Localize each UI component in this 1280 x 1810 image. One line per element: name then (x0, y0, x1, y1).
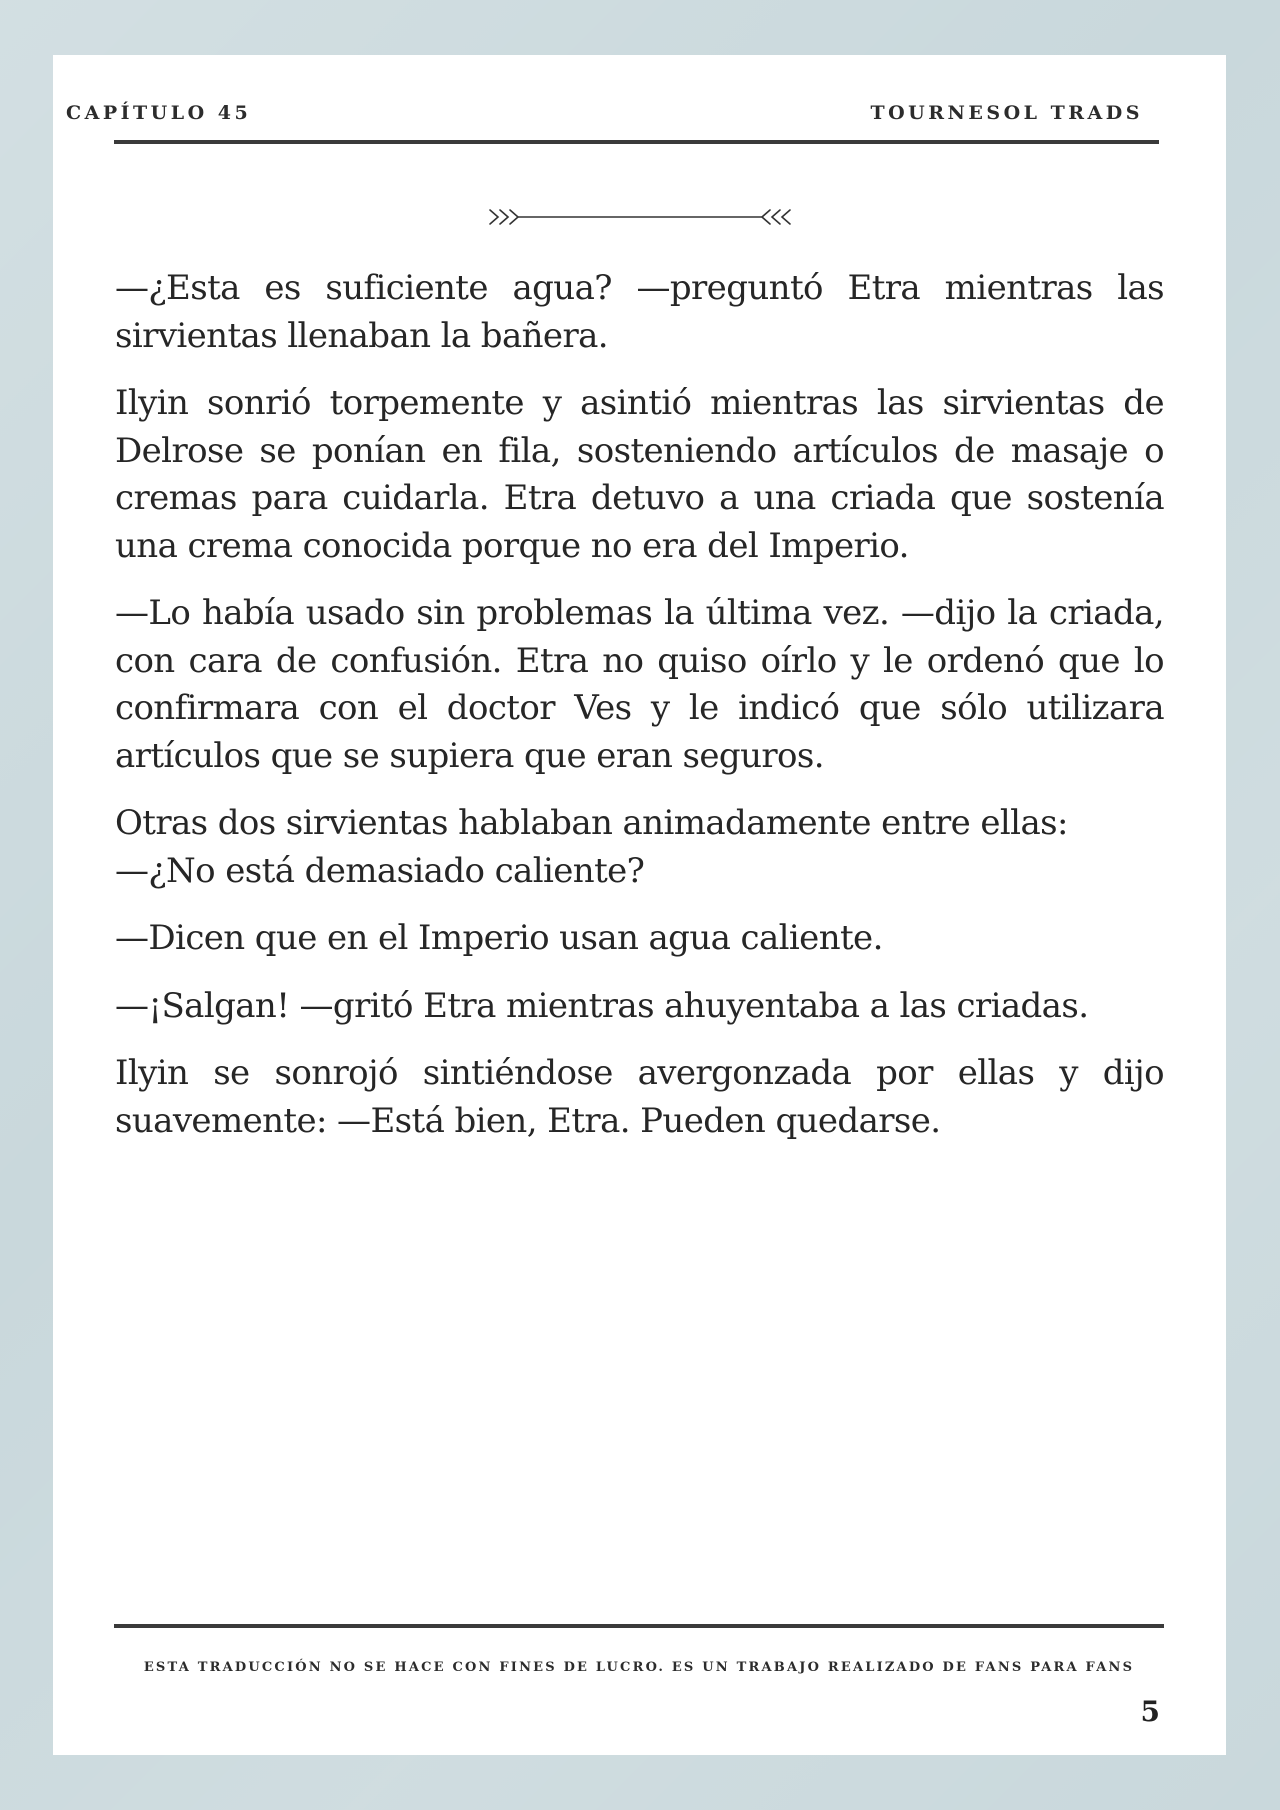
arrow-divider-icon (488, 202, 792, 232)
paragraph-5: —¿No está demasiado caliente? (115, 850, 645, 891)
chapter-label: CAPÍTULO 45 (66, 102, 252, 124)
paragraph-2: Ilyin sonrió torpemente y asintió mientras las sirvientas de Delrose se ponían en fila, sosteniendo artículos de masaje o cremas para cuidarla. Etra detuvo a una criada que sostenía una crema conocida porque no era del Imperio. (115, 383, 1164, 566)
footer-divider (114, 1624, 1164, 1628)
paragraph-8: Ilyin se sonrojó sintiéndose avergonzada por ellas y dijo suavemente: —Está bien, Etra. Pueden quedarse. (115, 1053, 1164, 1141)
paragraph-3: —Lo había usado sin problemas la última vez. —dijo la criada, con cara de confusión. Etra no quiso oírlo y le ordenó que lo confirmara con el doctor Ves y le indicó que sólo utilizara artículos que se supiera que eran seguros. (115, 593, 1164, 776)
paragraph-7: —¡Salgan! —gritó Etra mientras ahuyentaba a las criadas. (115, 985, 1089, 1026)
paragraph-4: Otras dos sirvientas hablaban animadamente entre ellas: (115, 803, 1068, 843)
footer-disclaimer: ESTA TRADUCCIÓN NO SE HACE CON FINES DE LUCRO. ES UN TRABAJO REALIZADO DE FANS PARA FANS (143, 1660, 1135, 1675)
page-header (66, 102, 1143, 124)
paragraph-6: —Dicen que en el Imperio usan agua caliente. (115, 918, 883, 958)
paragraph-1: —¿Esta es suficiente agua? —preguntó Etra mientras las sirvientas llenaban la bañera. (115, 268, 1164, 356)
header-divider (114, 140, 1159, 144)
group-label: TOURNESOL TRADS (870, 102, 1143, 124)
chapter-text (115, 265, 1164, 1165)
page-number: 5 (1140, 1695, 1160, 1728)
